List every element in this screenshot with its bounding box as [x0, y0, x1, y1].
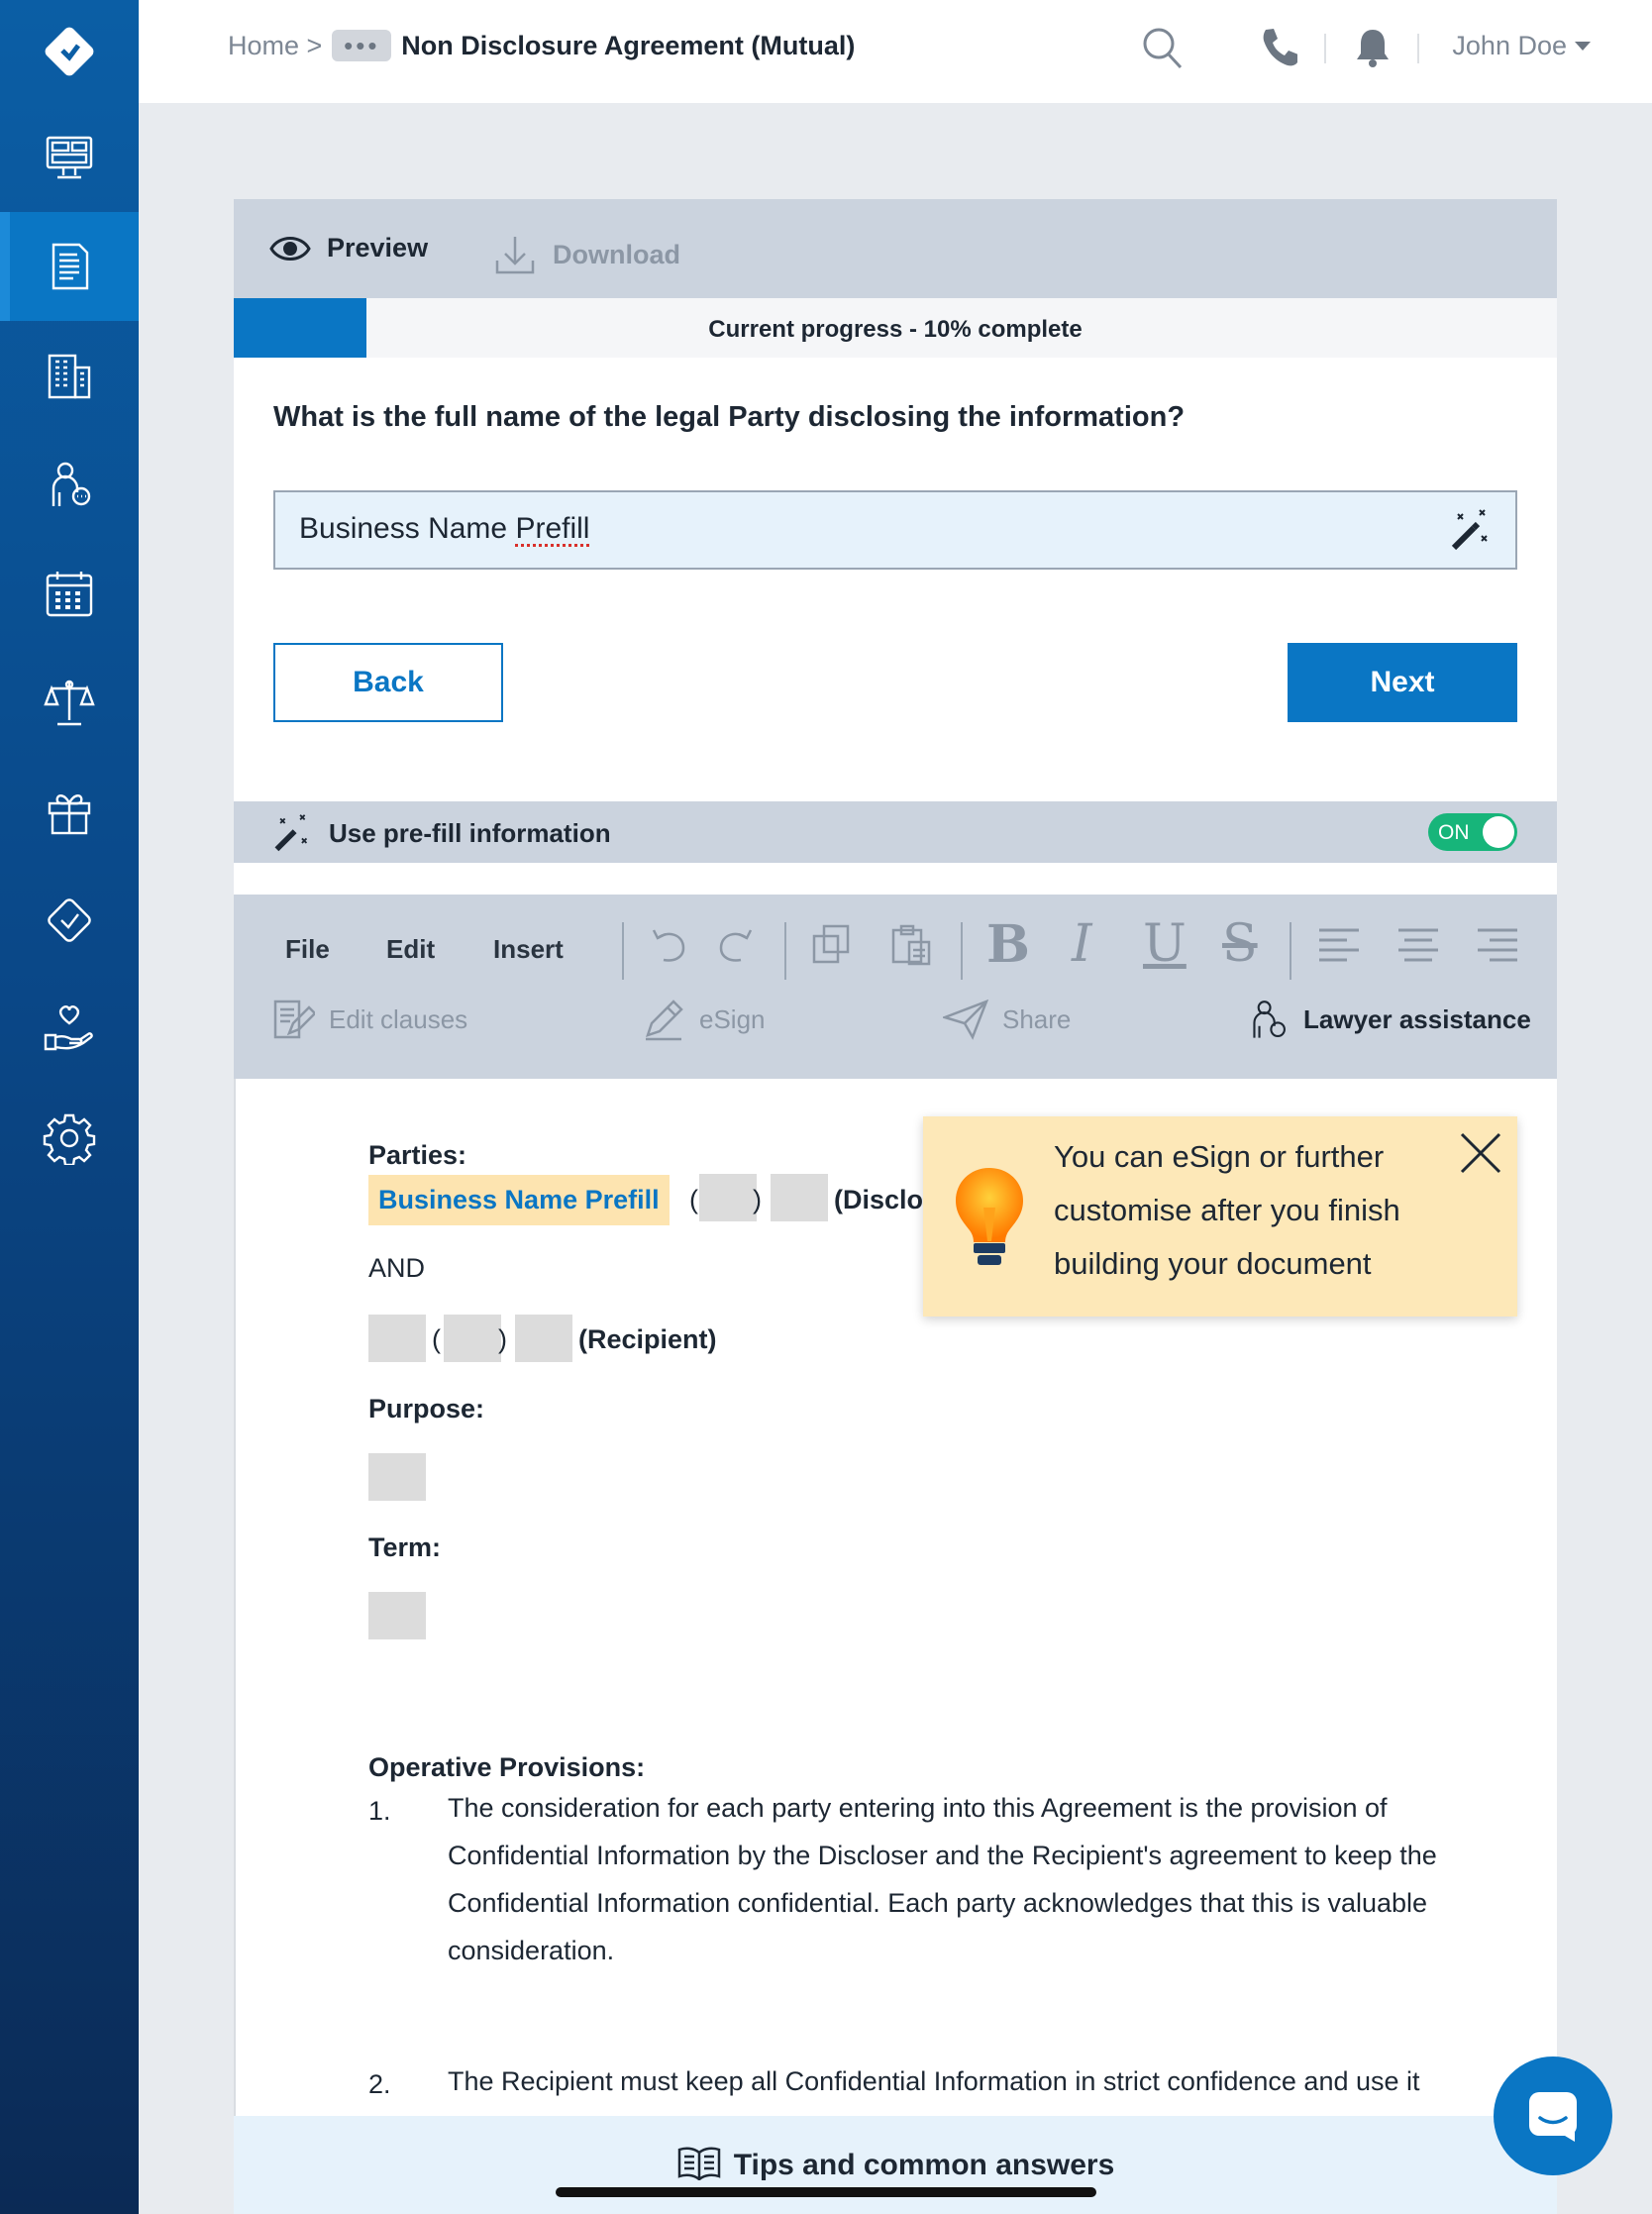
pen-icon — [642, 998, 685, 1041]
logo-icon — [39, 21, 100, 82]
lawyer-assistance-button[interactable] — [1246, 998, 1531, 1041]
share-button[interactable] — [943, 998, 1071, 1041]
esign-button[interactable] — [642, 998, 766, 1041]
strikethrough-button[interactable]: S — [1222, 914, 1258, 974]
editor-toolbar — [234, 895, 1557, 1079]
gear-icon — [43, 1111, 96, 1165]
sidebar — [0, 0, 139, 2214]
dashboard-icon — [44, 132, 95, 183]
calendar-icon — [44, 568, 95, 619]
top-bar — [139, 0, 1652, 103]
blank-field[interactable] — [444, 1315, 501, 1362]
blank-field[interactable] — [368, 1592, 426, 1639]
preview-button[interactable] — [269, 233, 428, 264]
magic-wand-icon[interactable] — [1448, 508, 1492, 552]
answer-input[interactable] — [273, 490, 1517, 570]
open-book-icon — [676, 2145, 722, 2180]
share-label: Share — [1002, 1003, 1072, 1034]
discloser-label: (Disclo — [834, 1185, 924, 1214]
divider — [1324, 34, 1326, 63]
recipient-label: (Recipient) — [578, 1324, 717, 1354]
phone-icon[interactable] — [1258, 26, 1297, 69]
breadcrumb-more[interactable]: ••• — [332, 30, 391, 61]
download-button[interactable] — [493, 233, 680, 276]
tip-text: You can eSign or further customise after you finish building your document — [1054, 1139, 1400, 1281]
bold-button[interactable]: B — [986, 914, 1030, 975]
sidebar-item-support[interactable] — [0, 975, 139, 1084]
operative-heading: Operative Provisions: — [368, 1752, 646, 1782]
divider — [1417, 34, 1419, 63]
answer-value-part2: Prefill — [515, 512, 590, 545]
edit-clauses-button[interactable] — [271, 998, 467, 1041]
heart-hand-icon — [42, 1002, 97, 1057]
download-label: Download — [553, 239, 680, 269]
blank-field[interactable] — [699, 1174, 757, 1221]
next-button[interactable]: Next — [1288, 643, 1517, 722]
copy-icon[interactable] — [810, 922, 854, 966]
paren-close: ) — [753, 1185, 762, 1214]
breadcrumb — [228, 30, 855, 61]
lawyer-icon — [1246, 998, 1290, 1041]
bell-icon[interactable] — [1355, 26, 1391, 69]
document-icon — [44, 241, 95, 292]
chat-launcher-button[interactable] — [1494, 2056, 1612, 2175]
paren-close: ) — [498, 1324, 507, 1354]
paste-icon[interactable] — [889, 922, 933, 966]
align-left-icon[interactable] — [1317, 924, 1361, 968]
gift-icon — [44, 786, 95, 837]
sidebar-item-documents[interactable] — [0, 212, 139, 321]
blank-field[interactable] — [368, 1453, 426, 1501]
esign-label: eSign — [699, 1003, 766, 1034]
divider — [1290, 922, 1291, 980]
redo-icon[interactable] — [713, 922, 757, 966]
brand-diamond-icon — [42, 893, 97, 948]
send-icon — [943, 998, 988, 1041]
provision-text: The Recipient must keep all Confidential Information in strict confidence and use it — [448, 2066, 1420, 2096]
divider — [784, 922, 786, 980]
page-title: Non Disclosure Agreement (Mutual) — [401, 30, 856, 60]
provision-number: 1. — [368, 1796, 391, 1826]
close-icon[interactable] — [1458, 1130, 1503, 1176]
progress-bar — [234, 298, 1557, 358]
prefill-bar — [234, 801, 1557, 863]
home-indicator — [556, 2187, 1096, 2197]
blank-field[interactable] — [515, 1315, 572, 1362]
edit-document-icon — [271, 998, 315, 1041]
sidebar-item-business[interactable] — [0, 321, 139, 430]
chevron-down-icon — [1575, 42, 1591, 51]
align-center-icon[interactable] — [1396, 924, 1440, 968]
scales-icon — [44, 677, 95, 728]
menu-edit[interactable]: Edit — [386, 934, 436, 964]
edit-clauses-label: Edit clauses — [329, 1003, 468, 1034]
divider — [961, 922, 963, 980]
sidebar-item-calendar[interactable] — [0, 539, 139, 648]
document-builder-card — [234, 199, 1557, 2214]
divider — [622, 922, 624, 980]
party1-name-field[interactable]: Business Name Prefill — [368, 1175, 670, 1225]
lightbulb-icon — [951, 1164, 1028, 1273]
paren-open: ( — [432, 1324, 441, 1354]
preview-label: Preview — [327, 233, 429, 263]
user-menu[interactable] — [1452, 31, 1591, 61]
tips-bar[interactable] — [234, 2116, 1557, 2214]
building-icon — [44, 350, 95, 401]
card-header — [234, 199, 1557, 298]
esign-tip-popover — [923, 1116, 1517, 1317]
prefill-toggle[interactable] — [1428, 813, 1517, 851]
italic-button[interactable]: I — [1072, 914, 1092, 974]
download-icon — [493, 233, 537, 276]
menu-file[interactable]: File — [285, 934, 330, 964]
parties-heading: Parties: — [368, 1140, 467, 1170]
tips-text: Tips and common answers — [733, 2149, 1115, 2181]
provision-number: 2. — [368, 2069, 391, 2099]
provision-text: The consideration for each party entering into this Agreement is the provision of Confidential Information by the Discloser and the Recipient's agreement to keep the Confidential Information confidential. Each party acknowledges that this is valuable consideration. — [448, 1793, 1437, 1965]
lawyer-label: Lawyer assistance — [1303, 1003, 1531, 1034]
sidebar-item-settings[interactable] — [0, 1084, 139, 1193]
lawyer-icon — [44, 459, 95, 510]
question-text: What is the full name of the legal Party disclosing the information? — [273, 401, 1186, 433]
undo-icon[interactable] — [648, 922, 691, 966]
menu-insert[interactable]: Insert — [493, 934, 564, 964]
eye-icon — [269, 234, 311, 264]
app-logo[interactable] — [0, 0, 139, 103]
sidebar-item-lawyer[interactable] — [0, 430, 139, 539]
prefill-label: Use pre-fill information — [329, 818, 611, 848]
answer-value-part1: Business Name — [299, 512, 516, 545]
sidebar-item-legal[interactable] — [0, 648, 139, 757]
toggle-knob — [1483, 816, 1514, 848]
toggle-state: ON — [1438, 821, 1470, 844]
align-right-icon[interactable] — [1476, 924, 1519, 968]
blank-field[interactable] — [368, 1315, 426, 1362]
sidebar-item-dashboard[interactable] — [0, 103, 139, 212]
back-button[interactable]: Back — [273, 643, 503, 722]
sidebar-item-brand[interactable] — [0, 866, 139, 975]
search-icon[interactable] — [1141, 26, 1185, 71]
term-heading: Term: — [368, 1532, 442, 1562]
underline-button[interactable]: U — [1143, 914, 1187, 974]
chat-icon — [1525, 2088, 1581, 2144]
purpose-heading: Purpose: — [368, 1394, 485, 1423]
breadcrumb-home[interactable]: Home > — [228, 30, 323, 60]
paren-open: ( — [689, 1185, 698, 1214]
user-name: John Doe — [1452, 31, 1567, 60]
and-text: AND — [368, 1253, 426, 1283]
progress-text: Current progress - 10% complete — [708, 316, 1083, 343]
blank-field[interactable] — [771, 1174, 828, 1221]
sidebar-item-rewards[interactable] — [0, 757, 139, 866]
tips-label — [234, 2145, 1557, 2182]
magic-wand-icon — [271, 813, 311, 853]
